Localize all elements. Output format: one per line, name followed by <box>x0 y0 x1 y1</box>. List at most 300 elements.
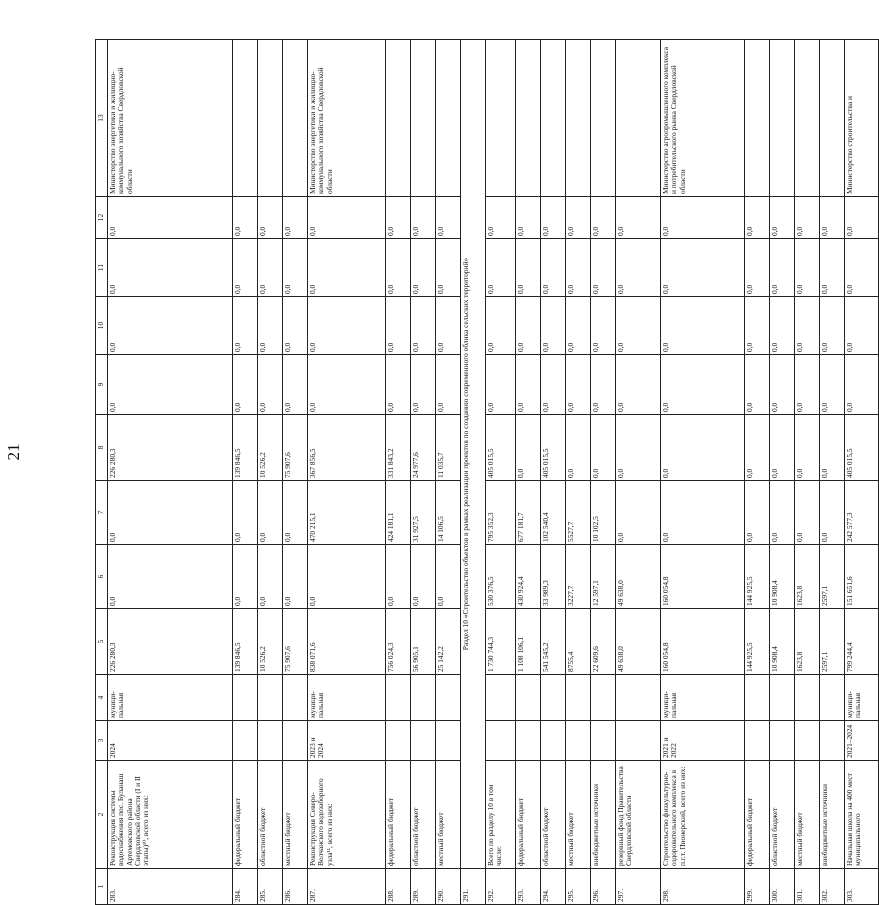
description-cell: внебюджетные источники <box>820 761 845 869</box>
table-cell: 331 843,2 <box>386 415 411 481</box>
table-cell: 2597,1 <box>820 545 845 609</box>
table-cell <box>233 721 258 761</box>
table-cell: 75 907,6 <box>283 415 308 481</box>
header-cell: 8 <box>96 415 108 481</box>
table-cell: 0,0 <box>566 355 591 415</box>
table-cell <box>566 675 591 721</box>
table-cell: 0,0 <box>661 415 745 481</box>
table-cell: муници-пальная <box>108 675 233 721</box>
table-cell: 0,0 <box>541 297 566 355</box>
table-cell: 0,0 <box>436 239 461 297</box>
table-cell: 0,0 <box>795 297 820 355</box>
description-cell: федеральный бюджет <box>745 761 770 869</box>
table-cell: 0,0 <box>516 239 541 297</box>
description-cell: местный бюджет <box>283 761 308 869</box>
table-cell: 0,0 <box>411 545 436 609</box>
table-cell: 430 924,4 <box>516 545 541 609</box>
table-cell <box>283 721 308 761</box>
table-cell <box>541 675 566 721</box>
table-row <box>770 40 795 905</box>
table-cell <box>258 721 283 761</box>
table-row <box>258 40 283 905</box>
description-cell: областной бюджет <box>411 761 436 869</box>
table-cell: 0,0 <box>386 239 411 297</box>
table-cell: 0,0 <box>108 545 233 609</box>
table-cell: 0,0 <box>820 197 845 239</box>
section-row <box>461 40 486 905</box>
table-cell <box>411 675 436 721</box>
table-cell <box>486 721 516 761</box>
table-cell: 756 024,3 <box>386 609 411 675</box>
table-row <box>386 40 411 905</box>
table-cell <box>541 721 566 761</box>
table-cell: 0,0 <box>436 545 461 609</box>
header-cell: 10 <box>96 297 108 355</box>
header-cell: 9 <box>96 355 108 415</box>
table-cell: 0,0 <box>845 239 879 297</box>
description-cell: Строительство физкультурно-оздоровительного комплекса в п.г.т. Пионерский, всего из них: <box>661 761 745 869</box>
table-cell <box>436 40 461 197</box>
table-cell: 677 181,7 <box>516 481 541 545</box>
table-cell: 0,0 <box>411 297 436 355</box>
table-cell: 0,0 <box>795 355 820 415</box>
table-cell: 33 989,3 <box>541 545 566 609</box>
table-cell: 0,0 <box>745 197 770 239</box>
table-cell <box>820 40 845 197</box>
table-cell: 0,0 <box>616 197 661 239</box>
table-cell: 1 108 106,1 <box>516 609 541 675</box>
table-cell: 0,0 <box>233 481 258 545</box>
table-cell: 0,0 <box>661 297 745 355</box>
table-cell: 226 280,3 <box>108 415 233 481</box>
table-cell: 0,0 <box>795 481 820 545</box>
table-cell: 0,0 <box>745 355 770 415</box>
table-cell: 0,0 <box>486 197 516 239</box>
table-cell <box>591 40 616 197</box>
table-cell <box>591 675 616 721</box>
description-cell: Начальная школа на 400 мест муниципального <box>845 761 879 869</box>
table-cell <box>283 40 308 197</box>
table-cell: 1623,8 <box>795 545 820 609</box>
table-cell: 0,0 <box>258 297 283 355</box>
table-cell: 8755,4 <box>566 609 591 675</box>
table-cell: 0,0 <box>386 355 411 415</box>
table-cell <box>411 721 436 761</box>
table-cell: 0,0 <box>486 297 516 355</box>
table-cell: 0,0 <box>108 297 233 355</box>
row-number-cell: 300. <box>770 869 795 905</box>
table-cell <box>616 675 661 721</box>
table-cell: 5527,7 <box>566 481 591 545</box>
row-number-cell: 302. <box>820 869 845 905</box>
table-cell: 151 651,6 <box>845 545 879 609</box>
table-cell: 0,0 <box>661 239 745 297</box>
table-cell: 0,0 <box>436 355 461 415</box>
budget-table <box>95 39 879 905</box>
description-cell: федеральный бюджет <box>233 761 258 869</box>
table-cell: 0,0 <box>591 415 616 481</box>
table-cell: 0,0 <box>591 297 616 355</box>
description-cell: резервный фонд Правительства Свердловской области <box>616 761 661 869</box>
table-cell: 0,0 <box>845 355 879 415</box>
header-cell: 11 <box>96 239 108 297</box>
table-cell: 0,0 <box>820 355 845 415</box>
row-number-cell: 295. <box>566 869 591 905</box>
table-cell: 0,0 <box>745 297 770 355</box>
table-cell <box>795 675 820 721</box>
table-cell: 0,0 <box>820 415 845 481</box>
table-cell: 56 905,1 <box>411 609 436 675</box>
table-cell <box>436 675 461 721</box>
table-cell: 24 977,6 <box>411 415 436 481</box>
table-cell <box>258 675 283 721</box>
table-cell <box>283 675 308 721</box>
table-cell: 0,0 <box>108 355 233 415</box>
header-cell: 4 <box>96 675 108 721</box>
table-cell: 0,0 <box>820 239 845 297</box>
table-cell: Министерство энергетики и жилищно-коммунального хозяйства Свердловской области <box>108 40 233 197</box>
table-cell: 0,0 <box>308 197 386 239</box>
description-cell: Реконструкция Северо-Волчанского водозаборного узла¹¹, всего из них: <box>308 761 386 869</box>
table-cell: 10 526,2 <box>258 415 283 481</box>
table-cell: 2021 и 2022 <box>661 721 745 761</box>
table-row <box>795 40 820 905</box>
description-cell: федеральный бюджет <box>516 761 541 869</box>
table-cell: 226 280,3 <box>108 609 233 675</box>
table-cell <box>770 675 795 721</box>
table-cell: 31 927,5 <box>411 481 436 545</box>
table-cell: 2597,1 <box>820 609 845 675</box>
table-cell: 0,0 <box>770 355 795 415</box>
table-cell <box>516 721 541 761</box>
table-cell: 0,0 <box>566 297 591 355</box>
table-cell <box>386 721 411 761</box>
table-cell: 160 054,8 <box>661 609 745 675</box>
table-cell <box>616 40 661 197</box>
table-row <box>436 40 461 905</box>
row-number-cell: 299. <box>745 869 770 905</box>
table-cell: 2023 и 2024 <box>308 721 386 761</box>
table-cell: 0,0 <box>795 415 820 481</box>
table-cell: 0,0 <box>820 297 845 355</box>
table-cell: 0,0 <box>661 197 745 239</box>
table-cell: 139 846,5 <box>233 415 258 481</box>
table-cell <box>516 675 541 721</box>
table-cell: 12 597,1 <box>591 545 616 609</box>
table-cell: 0,0 <box>108 481 233 545</box>
table-cell: Министерство энергетики и жилищно-коммунального хозяйства Свердловской области <box>308 40 386 197</box>
table-cell: 0,0 <box>108 197 233 239</box>
table-cell: 0,0 <box>283 197 308 239</box>
row-number-cell: 301. <box>795 869 820 905</box>
table-cell: 0,0 <box>770 297 795 355</box>
table-cell: 1623,8 <box>795 609 820 675</box>
table-cell: 144 925,5 <box>745 545 770 609</box>
table-cell: 0,0 <box>411 355 436 415</box>
table-cell: 0,0 <box>258 239 283 297</box>
table-cell: 2024 <box>108 721 233 761</box>
table-cell: 160 054,8 <box>661 545 745 609</box>
table-cell <box>566 721 591 761</box>
table-cell: 0,0 <box>541 355 566 415</box>
table-row <box>745 40 770 905</box>
table-cell <box>770 721 795 761</box>
table-cell: 0,0 <box>436 297 461 355</box>
table-cell: 0,0 <box>770 197 795 239</box>
row-number-cell: 294. <box>541 869 566 905</box>
table-row <box>616 40 661 905</box>
table-cell: 0,0 <box>283 545 308 609</box>
header-cell: 12 <box>96 197 108 239</box>
table-cell: 2021–2024 <box>845 721 879 761</box>
table-cell: 0,0 <box>233 355 258 415</box>
table-cell <box>566 40 591 197</box>
header-cell: 7 <box>96 481 108 545</box>
table-cell: 1 730 744,3 <box>486 609 516 675</box>
table-cell: 0,0 <box>591 197 616 239</box>
table-row <box>591 40 616 905</box>
table-cell: 0,0 <box>308 239 386 297</box>
table-cell: 3227,7 <box>566 545 591 609</box>
table-cell: 0,0 <box>516 197 541 239</box>
table-cell: 14 106,5 <box>436 481 461 545</box>
table-cell: 0,0 <box>795 197 820 239</box>
row-number-cell: 289. <box>411 869 436 905</box>
table-cell: 0,0 <box>233 297 258 355</box>
table-cell: 799 244,4 <box>845 609 879 675</box>
table-cell: 0,0 <box>745 239 770 297</box>
table-cell: 405 015,5 <box>845 415 879 481</box>
table-cell <box>516 40 541 197</box>
table-cell: 0,0 <box>745 415 770 481</box>
table-cell: 10 908,4 <box>770 609 795 675</box>
table-cell: 0,0 <box>616 239 661 297</box>
table-row <box>283 40 308 905</box>
table-cell: муници-пальная <box>308 675 386 721</box>
table-cell: 0,0 <box>661 355 745 415</box>
table-cell: 75 907,6 <box>283 609 308 675</box>
table-cell: 49 638,0 <box>616 545 661 609</box>
table-row <box>411 40 436 905</box>
table-cell: 0,0 <box>566 197 591 239</box>
table-cell <box>591 721 616 761</box>
table-cell: 0,0 <box>436 197 461 239</box>
row-number-cell: 284. <box>233 869 258 905</box>
table-cell: 144 925,5 <box>745 609 770 675</box>
table-cell: 0,0 <box>283 239 308 297</box>
table-cell: 0,0 <box>386 197 411 239</box>
table-cell: 0,0 <box>770 415 795 481</box>
table-cell: 0,0 <box>308 355 386 415</box>
table-row <box>308 40 386 905</box>
table-cell: муници-пальная <box>661 675 745 721</box>
description-cell: областной бюджет <box>258 761 283 869</box>
row-number-cell: 293. <box>516 869 541 905</box>
description-cell: местный бюджет <box>436 761 461 869</box>
table-cell: 0,0 <box>845 297 879 355</box>
table-cell <box>795 721 820 761</box>
table-cell: 0,0 <box>386 297 411 355</box>
table-cell: 405 015,5 <box>486 415 516 481</box>
table-cell: 49 638,0 <box>616 609 661 675</box>
row-number-cell: 288. <box>386 869 411 905</box>
table-cell: муници-пальная <box>845 675 879 721</box>
row-number-cell: 287. <box>308 869 386 905</box>
table-cell <box>745 721 770 761</box>
table-cell: 10 526,2 <box>258 609 283 675</box>
row-number-cell: 285. <box>258 869 283 905</box>
table-cell <box>745 675 770 721</box>
table-cell: 0,0 <box>308 545 386 609</box>
table-cell: 0,0 <box>591 239 616 297</box>
table-cell: 0,0 <box>745 481 770 545</box>
table-cell: Министерство строительства и <box>845 40 879 197</box>
table-cell: 530 376,5 <box>486 545 516 609</box>
table-cell: 0,0 <box>233 197 258 239</box>
table-cell: 795 352,3 <box>486 481 516 545</box>
table-cell: 0,0 <box>258 355 283 415</box>
table-cell <box>386 40 411 197</box>
table-row <box>845 40 879 905</box>
table-cell <box>233 675 258 721</box>
rotated-table-container <box>95 40 863 905</box>
table-cell: 0,0 <box>486 239 516 297</box>
table-cell <box>795 40 820 197</box>
table-cell <box>386 675 411 721</box>
table-cell <box>258 40 283 197</box>
table-cell: 424 181,1 <box>386 481 411 545</box>
table-cell: 541 545,2 <box>541 609 566 675</box>
table-cell: 0,0 <box>258 197 283 239</box>
table-row <box>661 40 745 905</box>
table-cell: 0,0 <box>795 239 820 297</box>
row-number-cell: 297. <box>616 869 661 905</box>
description-cell: местный бюджет <box>795 761 820 869</box>
table-cell: 367 856,5 <box>308 415 386 481</box>
table-cell: 11 035,7 <box>436 415 461 481</box>
table-cell <box>770 40 795 197</box>
table-row <box>108 40 233 905</box>
table-cell: 0,0 <box>516 297 541 355</box>
description-cell: Всего по разделу 10 в том числе: <box>486 761 516 869</box>
header-cell: 3 <box>96 721 108 761</box>
table-cell: 0,0 <box>661 481 745 545</box>
header-cell: 1 <box>96 869 108 905</box>
table-cell <box>486 675 516 721</box>
table-cell: 0,0 <box>541 239 566 297</box>
table-cell: 0,0 <box>541 197 566 239</box>
table-cell: 0,0 <box>616 355 661 415</box>
table-cell <box>820 721 845 761</box>
row-number-cell: 290. <box>436 869 461 905</box>
description-cell: внебюджетные источники <box>591 761 616 869</box>
row-number-cell: 291. <box>461 869 486 905</box>
table-cell: 0,0 <box>283 481 308 545</box>
row-number-cell: 292. <box>486 869 516 905</box>
table-cell: 0,0 <box>233 545 258 609</box>
table-cell: 0,0 <box>283 355 308 415</box>
description-cell: федеральный бюджет <box>386 761 411 869</box>
table-cell: 25 142,2 <box>436 609 461 675</box>
table-header-row <box>96 40 108 905</box>
table-cell: 0,0 <box>308 297 386 355</box>
row-number-cell: 298. <box>661 869 745 905</box>
table-cell: 22 609,6 <box>591 609 616 675</box>
table-cell <box>541 40 566 197</box>
table-cell: 0,0 <box>845 197 879 239</box>
table-cell: 0,0 <box>770 239 795 297</box>
header-cell: 13 <box>96 40 108 197</box>
table-cell: 10 102,5 <box>591 481 616 545</box>
table-cell: 0,0 <box>616 297 661 355</box>
table-cell: 242 577,3 <box>845 481 879 545</box>
table-cell: 0,0 <box>411 239 436 297</box>
table-cell <box>411 40 436 197</box>
table-cell <box>745 40 770 197</box>
row-number-cell: 303. <box>845 869 879 905</box>
table-cell <box>820 675 845 721</box>
table-row <box>516 40 541 905</box>
table-cell: 0,0 <box>516 415 541 481</box>
table-cell: 0,0 <box>566 239 591 297</box>
table-cell <box>436 721 461 761</box>
table-cell: 139 846,5 <box>233 609 258 675</box>
table-cell: 0,0 <box>258 481 283 545</box>
table-cell: 0,0 <box>591 355 616 415</box>
table-cell <box>486 40 516 197</box>
table-cell: 0,0 <box>486 355 516 415</box>
header-cell: 2 <box>96 761 108 869</box>
row-number-cell: 283. <box>108 869 233 905</box>
table-cell: 0,0 <box>616 415 661 481</box>
table-cell <box>616 721 661 761</box>
description-cell: местный бюджет <box>566 761 591 869</box>
table-cell: 0,0 <box>411 197 436 239</box>
table-row <box>486 40 516 905</box>
page-number: 21 <box>4 443 23 461</box>
table-row <box>820 40 845 905</box>
table-cell: 0,0 <box>233 239 258 297</box>
table-cell: 0,0 <box>283 297 308 355</box>
table-cell: Министерство агропромышленного комплекса и потребительского рынка Свердловской области <box>661 40 745 197</box>
table-row <box>233 40 258 905</box>
table-cell <box>233 40 258 197</box>
header-cell: 5 <box>96 609 108 675</box>
table-cell: 0,0 <box>108 239 233 297</box>
table-cell: 0,0 <box>516 355 541 415</box>
table-cell: 0,0 <box>566 415 591 481</box>
table-cell: 838 071,6 <box>308 609 386 675</box>
row-number-cell: 286. <box>283 869 308 905</box>
description-cell: Реконструкция системы водоснабжения пос. Буланаш Артемовского района Свердловской области (I и II этапы)¹⁰, всего из них: <box>108 761 233 869</box>
table-cell: 10 908,4 <box>770 545 795 609</box>
table-cell: 0,0 <box>820 481 845 545</box>
row-number-cell: 296. <box>591 869 616 905</box>
section-title-cell: Раздел 10 «Строительство объектов в рамках реализации проектов по созданию современного облика сельских территорий» <box>461 40 486 869</box>
table-cell: 470 215,1 <box>308 481 386 545</box>
table-cell: 0,0 <box>770 481 795 545</box>
header-cell: 6 <box>96 545 108 609</box>
table-cell: 102 540,4 <box>541 481 566 545</box>
table-row <box>566 40 591 905</box>
table-row <box>541 40 566 905</box>
description-cell: областной бюджет <box>770 761 795 869</box>
description-cell: областной бюджет <box>541 761 566 869</box>
table-cell: 0,0 <box>258 545 283 609</box>
table-cell: 0,0 <box>616 481 661 545</box>
table-cell: 0,0 <box>386 545 411 609</box>
table-cell: 405 015,5 <box>541 415 566 481</box>
